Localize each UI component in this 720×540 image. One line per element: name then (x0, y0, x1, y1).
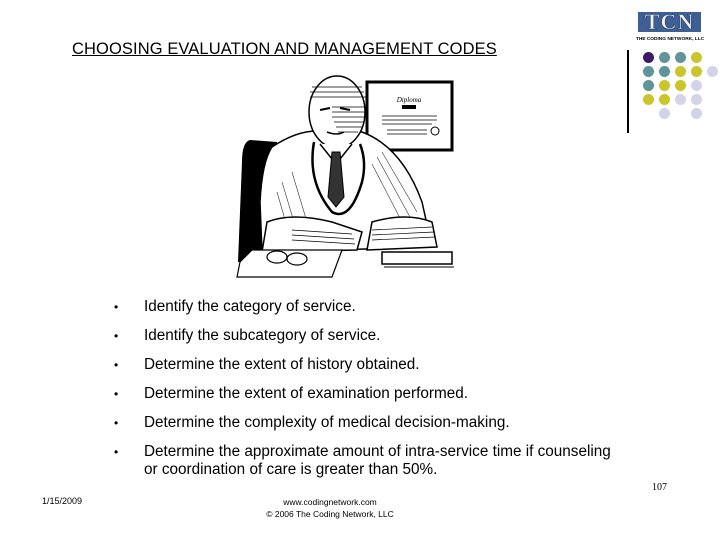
dot-icon (643, 52, 654, 63)
dot-icon (691, 94, 702, 105)
list-item (114, 443, 624, 479)
bullet-text: Determine the approximate amount of intra-service time if counseling or coordination of care is greater than 50%. (144, 443, 611, 478)
page-number: 107 (652, 482, 667, 493)
dot-icon (691, 108, 702, 119)
bullet-icon: • (114, 416, 119, 430)
dot-icon (643, 66, 654, 77)
svg-text:Diploma: Diploma (396, 96, 422, 104)
list-item (114, 356, 624, 374)
bullet-icon: • (114, 387, 119, 401)
divider-line (627, 50, 629, 133)
dot-icon (659, 94, 670, 105)
footer-copyright: © 2006 The Coding Network, LLC (266, 509, 394, 519)
dot-icon (691, 52, 702, 63)
bullet-text: Determine the extent of examination performed. (144, 385, 468, 402)
dot-icon (675, 52, 686, 63)
dot-icon (691, 66, 702, 77)
dot-icon (675, 66, 686, 77)
doctor-at-desk-illustration (232, 72, 457, 287)
dot-icon (707, 66, 718, 77)
bullet-icon: • (114, 358, 119, 372)
list-item (114, 385, 624, 403)
bullet-icon: • (114, 445, 119, 459)
footer-center (230, 496, 430, 520)
dot-icon (659, 80, 670, 91)
dot-icon (643, 80, 654, 91)
dot-icon (659, 108, 670, 119)
list-item (114, 414, 624, 432)
logo-text: TCN (644, 9, 695, 34)
bullet-text: Determine the extent of history obtained. (144, 356, 420, 373)
list-item (114, 327, 624, 345)
dot-icon (675, 94, 686, 105)
bullet-icon: • (114, 300, 119, 314)
list-item (114, 298, 624, 316)
footer-url: www.codingnetwork.com (283, 497, 377, 507)
dot-icon (659, 52, 670, 63)
bullet-text: Determine the complexity of medical decision-making. (144, 414, 510, 431)
dot-icon (643, 94, 654, 105)
dot-icon (691, 80, 702, 91)
bullet-icon: • (114, 329, 119, 343)
bullet-text: Identify the category of service. (144, 298, 356, 315)
bullet-text: Identify the subcategory of service. (144, 327, 381, 344)
bullet-list (114, 298, 624, 490)
dot-icon (659, 66, 670, 77)
slide-title: CHOOSING EVALUATION AND MANAGEMENT CODES (72, 40, 497, 58)
footer-date: 1/15/2009 (42, 496, 83, 506)
dot-icon (675, 80, 686, 91)
logo-subtitle: THE CODING NETWORK, LLC (635, 37, 705, 42)
